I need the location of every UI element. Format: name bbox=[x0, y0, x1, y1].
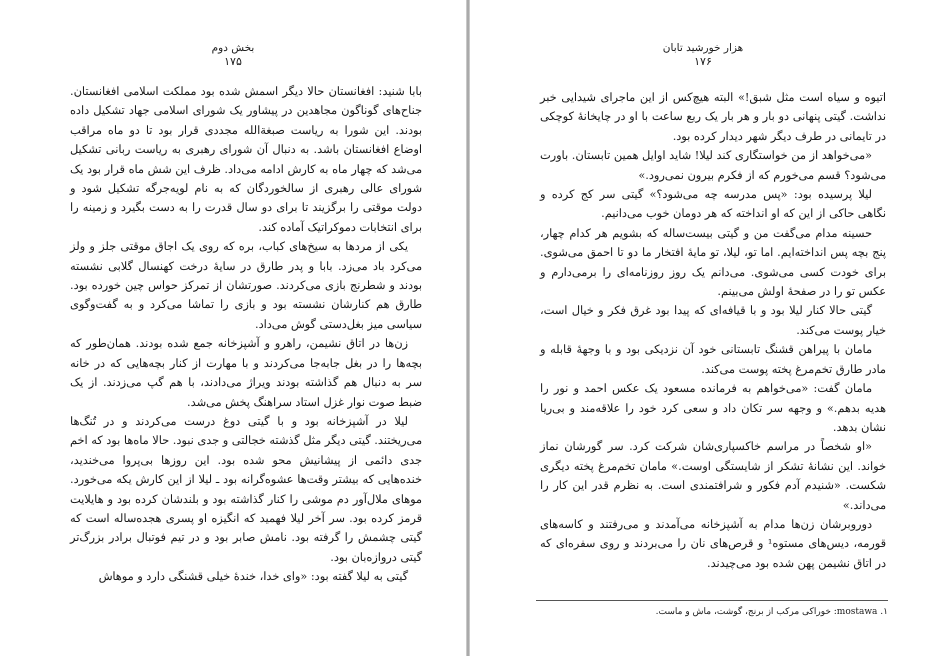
paragraph: حسینه مدام می‌گفت من و گیتی بیست‌ساله که بشویم هر کدام چهار، پنج بچه پس انداخته‌ایم. اما تو، لیلا، تو مایهٔ افتخار ما دو تا احمق می‌شوی. برای خودت کسی می‌شوی. می‌دانم یک روز روزنامه‌ای را برمی‌دارم و عکس تو را در صفحهٔ اولش می‌بینم. bbox=[540, 226, 886, 299]
paragraph: زن‌ها در اتاق نشیمن، راهرو و آشپزخانه جمع شده بودند. همان‌طور که بچه‌ها را در بغل جابه‌جا می‌کردند و با مهارت از کنار بچه‌هایی که در خانه سر به دنبال هم گذاشته بودند ویراژ می‌دادند، با هم گپ می‌زدند. از یک ضبط صوت نوار غزل استاد سراهنگ پخش می‌شد. bbox=[70, 337, 422, 409]
left-page-header bbox=[0, 42, 466, 69]
paragraph: دوروبرشان زن‌ها مدام به آشپزخانه می‌آمدند و می‌رفتند و کاسه‌های قورمه، دیس‌های مستوه¹ و قرص‌های نان را می‌بردند و روی سفره‌ای که در اتاق نشیمن پهن شده بود می‌چیدند. bbox=[540, 517, 886, 570]
section-title: بخش دوم bbox=[211, 42, 255, 54]
book-title: هزار خورشید تابان bbox=[662, 42, 744, 54]
paragraph: مامان گفت: «می‌خواهم به فرمانده مسعود یک عکس احمد و نور را هدیه بدهم.» و وجهه سر تکان داد و سعی کرد خود را علاقه‌مند و بی‌ریا نشان بدهد. bbox=[540, 382, 886, 434]
right-page-header bbox=[470, 42, 936, 69]
left-page-body bbox=[70, 82, 422, 587]
page-number: ۱۷۶ bbox=[694, 55, 712, 68]
footnote: ۱. mostawa: خوراکی مرکب از برنج، گوشت، ماش و ماست. bbox=[655, 607, 888, 617]
paragraph: مامان با پیراهن قشنگ تابستانی خود آن نزدیکی بود و با وجههٔ قابله و مادر طارق تخم‌مرغ پخته پوست می‌کند. bbox=[540, 343, 886, 376]
paragraph: بابا شنید: افغانستان حالا دیگر اسمش شده بود مملکت اسلامی افغانستان. جناح‌های گوناگون مجاهدین در پیشاور یک شورای اسلامی جهاد تشکیل داده بودند. این شورا به ریاست صبغةالله مجددی قرار بود تا دو ماه مراقب اوضاع افغانستان باشد. به دنبال آن شورای رهبری به ریاست ربانی تشکیل می‌شد که چهار ماه به کارش ادامه می‌داد. ظرف این شش ماه قرار بود یک شورای عالی رهبری از سالخوردگان که به نام لویه‌جرگه تشکیل شود و دولت موقتی را برگزیند تا برای دو سال قدرت را به دست بگیرد و زمینه را برای انتخابات دموکراتیک آماده کند. bbox=[70, 85, 422, 234]
paragraph: یکی از مردها به سیخ‌های کباب، بره که روی یک اجاق موقتی جلز و ولز می‌کرد باد می‌زد. بابا و پدر طارق در سایهٔ درخت کهنسال گلابی نشسته بودند و شطرنج بازی می‌کردند. صورتشان از تمرکز حواس چین خورده بود. طارق هم کنارشان نشسته بود و بازی را تماشا می‌کرد و به گفت‌وگوی سیاسی میز بغل‌دستی گوش می‌داد. bbox=[70, 240, 422, 331]
paragraph: «می‌خواهد از من خواستگاری کند لیلا! شاید اوایل همین تابستان. باورت می‌شود؟ قسم می‌خورم که از فکرم بیرون نمی‌رود.» bbox=[540, 149, 886, 182]
footnote-divider bbox=[536, 600, 888, 601]
right-page bbox=[470, 0, 936, 656]
page-number: ۱۷۵ bbox=[224, 55, 242, 68]
paragraph: لیلا پرسیده بود: «پس مدرسه چه می‌شود؟» گیتی سر کج کرده و نگاهی حاکی از این که او انداخته که هر دومان خوب می‌دانیم. bbox=[540, 188, 886, 221]
right-page-body bbox=[540, 88, 886, 573]
paragraph: گیتی به لیلا گفته بود: «وای خدا، خندهٔ خیلی قشنگی دارد و موهاش bbox=[98, 570, 408, 584]
paragraph: لیلا در آشپزخانه بود و با گیتی دوغ درست می‌کردند و در تُنگ‌ها می‌ریختند. گیتی دیگر مثل گذشته خجالتی و جدی نبود. حالا ماه‌ها بود که اخم جدی دائمی از پیشانیش محو شده بود. این روزها بی‌پروا می‌خندید، خنده‌هایی که بیشتر وقت‌ها عشوه‌گرانه بود ـ لیلا از این کارش یکه می‌خورد. موهای ملال‌آور دم موشی را کنار گذاشته بود و بلندشان کرده بود و هایلایت قرمز کرده بود. سر آخر لیلا فهمید که انگیزه او پسری هجده‌ساله است که گیتی چشمش را گرفته بود. نامش صابر بود و در تیم فوتبال برادر بزرگ‌تر گیتی دروازه‌بان بود. bbox=[70, 414, 422, 564]
paragraph: «او شخصاً در مراسم خاکسپاری‌شان شرکت کرد. سر گورشان نماز خواند. این نشانهٔ تشکر از شایستگی اوست.» مامان تخم‌مرغ پخته دیگری شکست. «شنیدم آدم فکور و شرافتمندی است. به نظرم قدر این کار را می‌داند.» bbox=[540, 440, 886, 512]
paragraph: گیتی حالا کنار لیلا بود و با قیافه‌ای که پیدا بود غرق فکر و خیال است، خیار پوست می‌کند. bbox=[540, 304, 886, 337]
left-page bbox=[0, 0, 466, 656]
paragraph: اتیوه و سیاه است مثل شبق!» البته هیچ‌کس از این ماجرای شیدایی خبر نداشت. گیتی پنهانی دو بار و هر بار یک ربع ساعت با او در چایخانهٔ کوچکی در تایمانی در طرف دیگر شهر دیدار کرده بود. bbox=[540, 91, 886, 143]
